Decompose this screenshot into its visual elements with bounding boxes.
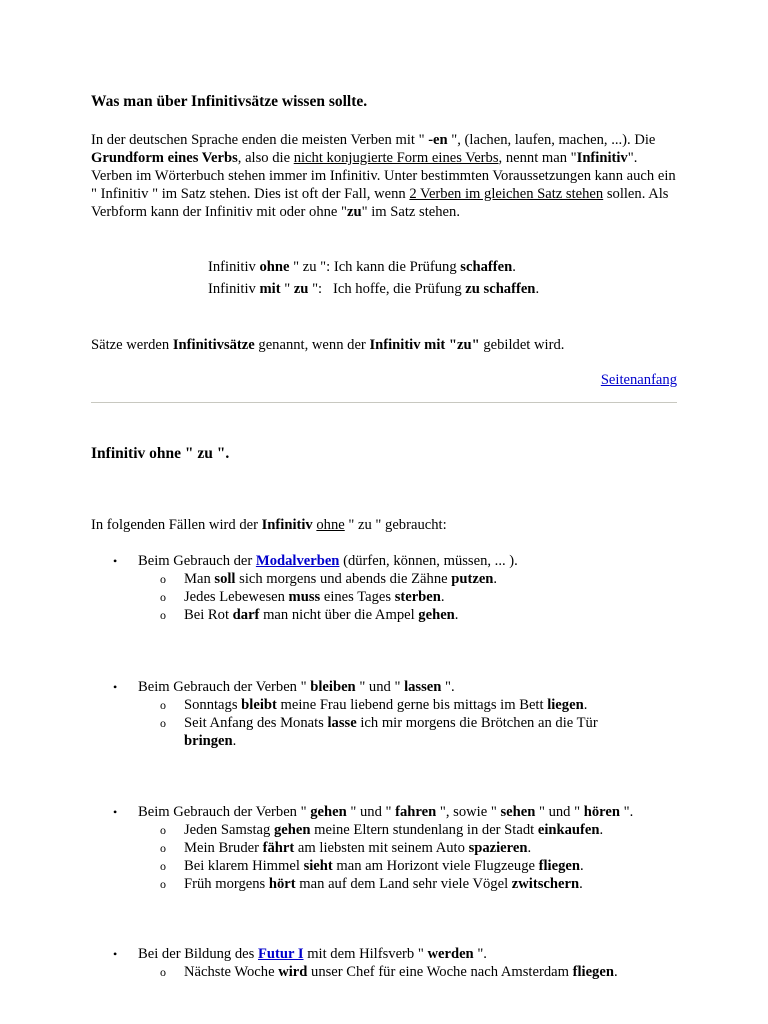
text: Seit Anfang des Monats	[184, 715, 328, 731]
bold-text: einkaufen	[537, 822, 600, 838]
bold-text: Infinitivsätze	[172, 337, 255, 353]
bold-text: hören	[583, 804, 620, 820]
bold-text: wird	[278, 964, 308, 980]
circle-bullet-icon: o	[160, 716, 166, 730]
top-link-row	[91, 371, 677, 389]
bullet-icon: •	[113, 947, 118, 961]
text: (dürfen, können, müssen, ... ).	[339, 553, 518, 569]
text: Jeden Samstag	[184, 822, 274, 838]
circle-bullet-icon: o	[160, 965, 166, 979]
section2-intro	[91, 516, 677, 534]
bold-text: fliegen	[572, 964, 614, 980]
text: Mein Bruder	[184, 840, 263, 856]
text: sich morgens und abends die Zähne	[235, 571, 452, 587]
text: Man	[184, 571, 215, 587]
bold-text: sehen	[500, 804, 536, 820]
example-without-zu	[208, 258, 516, 276]
bold-text: soll	[214, 571, 236, 587]
text: Sonntags	[184, 697, 242, 713]
bold-text: werden	[427, 946, 474, 962]
circle-bullet-icon: o	[160, 877, 166, 891]
bullet-line	[91, 945, 677, 963]
text: .	[583, 697, 588, 713]
bullet-line	[91, 803, 677, 821]
bullet-icon: •	[113, 805, 118, 819]
section-title-infinitiv-ohne-zu: Infinitiv ohne " zu ".	[91, 445, 230, 462]
bold-text: fliegen	[538, 858, 580, 874]
text: " und "	[535, 804, 584, 820]
bold-text: Infinitiv	[261, 517, 313, 533]
text: Jedes Lebewesen	[184, 589, 289, 605]
text: ".	[441, 679, 455, 695]
underlined-text: 2 Verben im gleichen Satz stehen	[409, 186, 604, 202]
bold-text: bleiben	[310, 679, 356, 695]
bold-text: zu	[347, 204, 362, 220]
bullet-line	[91, 678, 677, 696]
sub-item	[91, 606, 677, 624]
text: Bei Rot	[184, 607, 233, 623]
bullet-icon: •	[113, 554, 118, 568]
text: Beim Gebrauch der Verben "	[138, 679, 311, 695]
text: Infinitiv	[208, 281, 260, 297]
text: .	[493, 571, 498, 587]
text: Bei klarem Himmel	[184, 858, 304, 874]
text: "	[280, 281, 294, 297]
section-divider	[91, 402, 677, 403]
text: " und "	[346, 804, 396, 820]
circle-bullet-icon: o	[160, 859, 166, 873]
sub-item	[91, 588, 677, 606]
text: Nächste Woche	[184, 964, 279, 980]
circle-bullet-icon: o	[160, 823, 166, 837]
text: ": Ich hoffe, die Prüfung	[308, 281, 466, 297]
bold-text: mit	[259, 281, 281, 297]
text: Früh morgens	[184, 876, 269, 892]
bold-text: schaffen	[460, 259, 513, 275]
circle-bullet-icon: o	[160, 590, 166, 604]
circle-bullet-icon: o	[160, 572, 166, 586]
sub-item	[91, 857, 677, 875]
text: gebildet wird.	[479, 337, 565, 353]
bold-text: Infinitiv	[576, 150, 628, 166]
text: man nicht über die Ampel	[259, 607, 419, 623]
text: .	[232, 733, 237, 749]
text: ".	[619, 804, 634, 820]
text: .	[527, 840, 532, 856]
list-item-modalverben	[91, 552, 677, 624]
sub-item	[91, 714, 677, 750]
sub-item	[91, 696, 677, 714]
text: eines Tages	[320, 589, 395, 605]
bold-text: zwitschern	[511, 876, 580, 892]
text: ".	[473, 946, 487, 962]
bold-text: bleibt	[241, 697, 277, 713]
underlined-text: ohne	[316, 517, 345, 533]
sub-item	[91, 839, 677, 857]
bold-text: lasse	[327, 715, 357, 731]
list-item-bleiben-lassen	[91, 678, 677, 750]
text: ", (lachen, laufen, machen, ...). Die	[447, 132, 656, 148]
bold-text: zu schaffen	[465, 281, 536, 297]
text: Infinitiv	[208, 259, 260, 275]
sub-item	[91, 875, 677, 893]
sub-item	[91, 821, 677, 839]
bullet-icon: •	[113, 680, 118, 694]
text: " zu ": Ich kann die Prüfung	[289, 259, 461, 275]
bold-text: fahren	[395, 804, 437, 820]
text: man auf dem Land sehr viele Vögel	[295, 876, 512, 892]
bold-text: liegen	[547, 697, 584, 713]
text: mit dem Hilfsverb "	[303, 946, 428, 962]
text: meine Frau liebend gerne bis mittags im Bett	[276, 697, 548, 713]
text: .	[535, 281, 540, 297]
text: ", sowie "	[436, 804, 501, 820]
futur-i-link[interactable]: Futur I	[257, 946, 304, 962]
bold-text: hört	[268, 876, 296, 892]
example-with-zu	[208, 280, 539, 298]
bold-text: spazieren	[468, 840, 528, 856]
text: .	[599, 822, 604, 838]
text: Beim Gebrauch der	[138, 553, 256, 569]
text: , nennt man "	[498, 150, 577, 166]
text: In der deutschen Sprache enden die meisten Verben mit "	[91, 132, 429, 148]
bold-text: -en	[428, 132, 448, 148]
text: " und "	[355, 679, 405, 695]
list-item-gehen-fahren-sehen-hoeren	[91, 803, 677, 893]
text: .	[613, 964, 618, 980]
text: ich mir morgens die Brötchen an die Tür	[356, 715, 598, 731]
text: .	[454, 607, 459, 623]
text: , also die	[237, 150, 294, 166]
text: " im Satz stehen.	[361, 204, 460, 220]
bold-text: Grundform eines Verbs	[91, 150, 238, 166]
summary-sentence	[91, 336, 677, 354]
text: sollen. Als Verbform kann der Infinitiv mit oder ohne "	[91, 186, 669, 220]
bold-text: muss	[288, 589, 321, 605]
bold-text: gehen	[418, 607, 455, 623]
bold-text: ohne	[259, 259, 290, 275]
text: .	[512, 259, 516, 275]
text: Sätze werden	[91, 337, 173, 353]
section-title-infinitivsaetze: Was man über Infinitivsätze wissen sollte.	[91, 93, 368, 110]
bold-text: putzen	[451, 571, 494, 587]
sub-item	[91, 963, 677, 981]
circle-bullet-icon: o	[160, 698, 166, 712]
bold-text: gehen	[273, 822, 311, 838]
bold-text: zu	[293, 281, 309, 297]
bold-text: lassen	[404, 679, 442, 695]
bold-text: sterben	[394, 589, 441, 605]
list-item-futur-i	[91, 945, 677, 981]
text: unser Chef für eine Woche nach Amsterdam	[307, 964, 573, 980]
intro-paragraph	[91, 131, 677, 221]
text: am liebsten mit seinem Auto	[294, 840, 469, 856]
text: " zu " gebraucht:	[344, 517, 447, 533]
text: genannt, wenn der	[254, 337, 370, 353]
text: man am Horizont viele Flugzeuge	[332, 858, 539, 874]
bold-text: fährt	[262, 840, 295, 856]
text: .	[579, 876, 583, 892]
text: Beim Gebrauch der Verben "	[138, 804, 311, 820]
bold-text: bringen	[184, 733, 233, 749]
text: ". Verben im Wörterbuch stehen immer im Infinitiv. Unter bestimmten Voraussetzungen kann auch ein " Infinitiv " im Satz stehen. Dies ist oft der Fall, wenn	[91, 150, 676, 202]
circle-bullet-icon: o	[160, 841, 166, 855]
text: In folgenden Fällen wird der	[91, 517, 262, 533]
text: meine Eltern stundenlang in der Stadt	[310, 822, 538, 838]
bullet-line	[91, 552, 677, 570]
text: .	[579, 858, 584, 874]
page-top-link[interactable]: Seitenanfang	[600, 372, 677, 388]
text: Bei der Bildung des	[138, 946, 258, 962]
bold-text: darf	[232, 607, 260, 623]
bold-text: sieht	[303, 858, 333, 874]
text: .	[440, 589, 445, 605]
modalverben-link[interactable]: Modalverben	[255, 553, 340, 569]
sub-item	[91, 570, 677, 588]
bold-text: Infinitiv mit "zu"	[369, 337, 480, 353]
underlined-text: nicht konjugierte Form eines Verbs	[293, 150, 499, 166]
bold-text: gehen	[310, 804, 347, 820]
circle-bullet-icon: o	[160, 608, 166, 622]
